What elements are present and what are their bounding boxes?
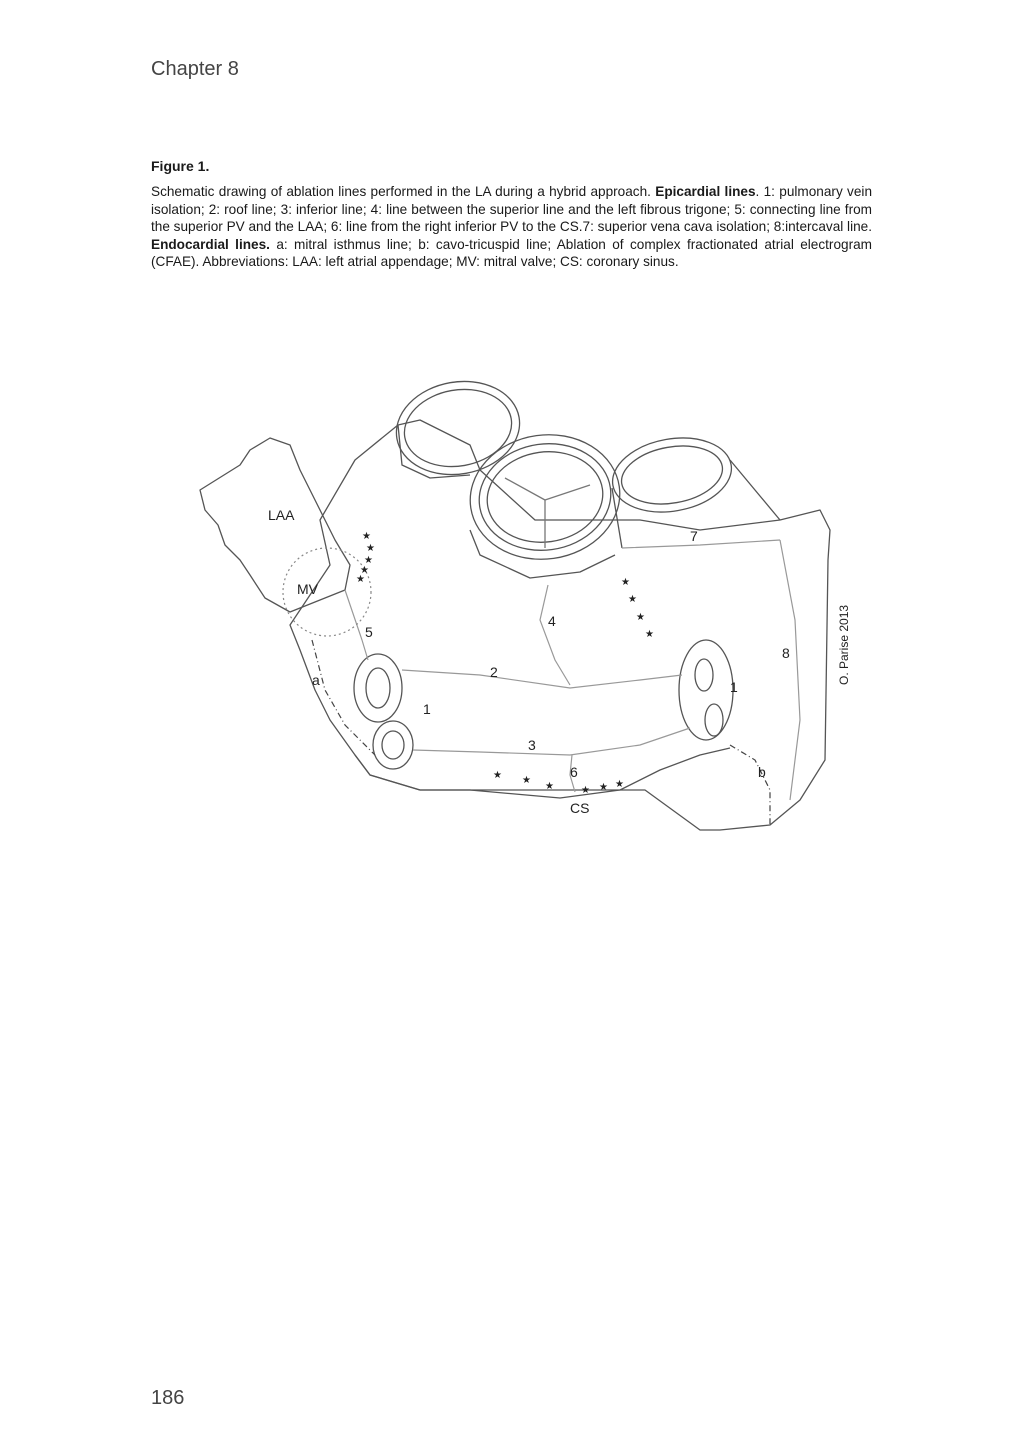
label-laa: LAA [268,507,295,523]
cfae-star: ★ [493,770,502,781]
label-b: b [758,764,766,780]
cfae-star: ★ [581,785,590,796]
label-cs: CS [570,800,590,816]
caption-text-1: Schematic drawing of ablation lines performed in the LA during a hybrid approach. [151,184,651,199]
cfae-star: ★ [636,612,645,623]
lpv-upper-outer [354,654,402,722]
label-1-right: 1 [730,679,738,695]
line-8 [780,540,800,800]
label-5: 5 [365,624,373,640]
rpv-lower-inner [705,704,723,736]
label-3: 3 [528,737,536,753]
page-number: 186 [151,1387,185,1409]
cfae-star: ★ [628,594,637,605]
laa-shape [200,438,350,612]
label-6: 6 [570,764,578,780]
line-a [312,640,375,755]
label-2: 2 [490,664,498,680]
atrium-diagram [195,370,851,845]
cfae-star: ★ [522,775,531,786]
label-4: 4 [548,613,556,629]
cfae-star: ★ [599,782,608,793]
credit-text: O. Parise 2013 [837,604,851,685]
cfae-star: ★ [356,574,365,585]
line-7 [622,540,780,548]
svc-inner [617,439,727,512]
cfae-star: ★ [615,779,624,790]
atrium-diagram-svg [195,370,851,845]
caption-text-2: . 1: pulmonary vein isolation; 2: roof line; 3: inferior line; 4: line between the superior line and the left fibrous trigone; 5: connecting line from the superior PV and the LAA; 6: line from the right inferior PV to the CS.7: superior vena cava isolation; 8:intercaval line. [151,184,872,234]
caption-bold-epicardial: Epicardial lines [655,184,756,199]
cfae-star: ★ [645,629,654,640]
line-2 [402,670,682,688]
line-b [730,745,770,825]
svc-outer [607,429,738,521]
lpv-upper-inner [366,668,390,708]
caption-text-3: a: mitral isthmus line; b: cavo-tricuspid line; Ablation of complex fractionated atrial electrogram (CFAE). Abbreviations: LAA: left atrial appendage; MV: mitral valve; CS: coronary sinus. [151,236,872,269]
cfae-star: ★ [360,565,369,576]
figure-caption [151,183,872,271]
lpv-lower-inner [382,731,404,759]
rpv-upper-inner [695,659,713,691]
line-3 [413,728,690,755]
label-8: 8 [782,645,790,661]
cfae-star: ★ [366,543,375,554]
cfae-star: ★ [545,781,554,792]
cfae-star: ★ [364,555,373,566]
label-7: 7 [690,528,698,544]
caption-bold-endocardial: Endocardial lines. [151,236,270,252]
line-4 [540,585,570,685]
figure-title: Figure 1. [151,158,210,174]
cfae-star: ★ [362,531,371,542]
pv-top-left-outer [389,372,527,484]
cfae-star: ★ [621,577,630,588]
label-a: a [312,672,320,688]
lpv-lower-outer [373,721,413,769]
label-mv: MV [297,581,318,597]
label-1-left: 1 [423,701,431,717]
running-head: Chapter 8 [151,58,239,80]
